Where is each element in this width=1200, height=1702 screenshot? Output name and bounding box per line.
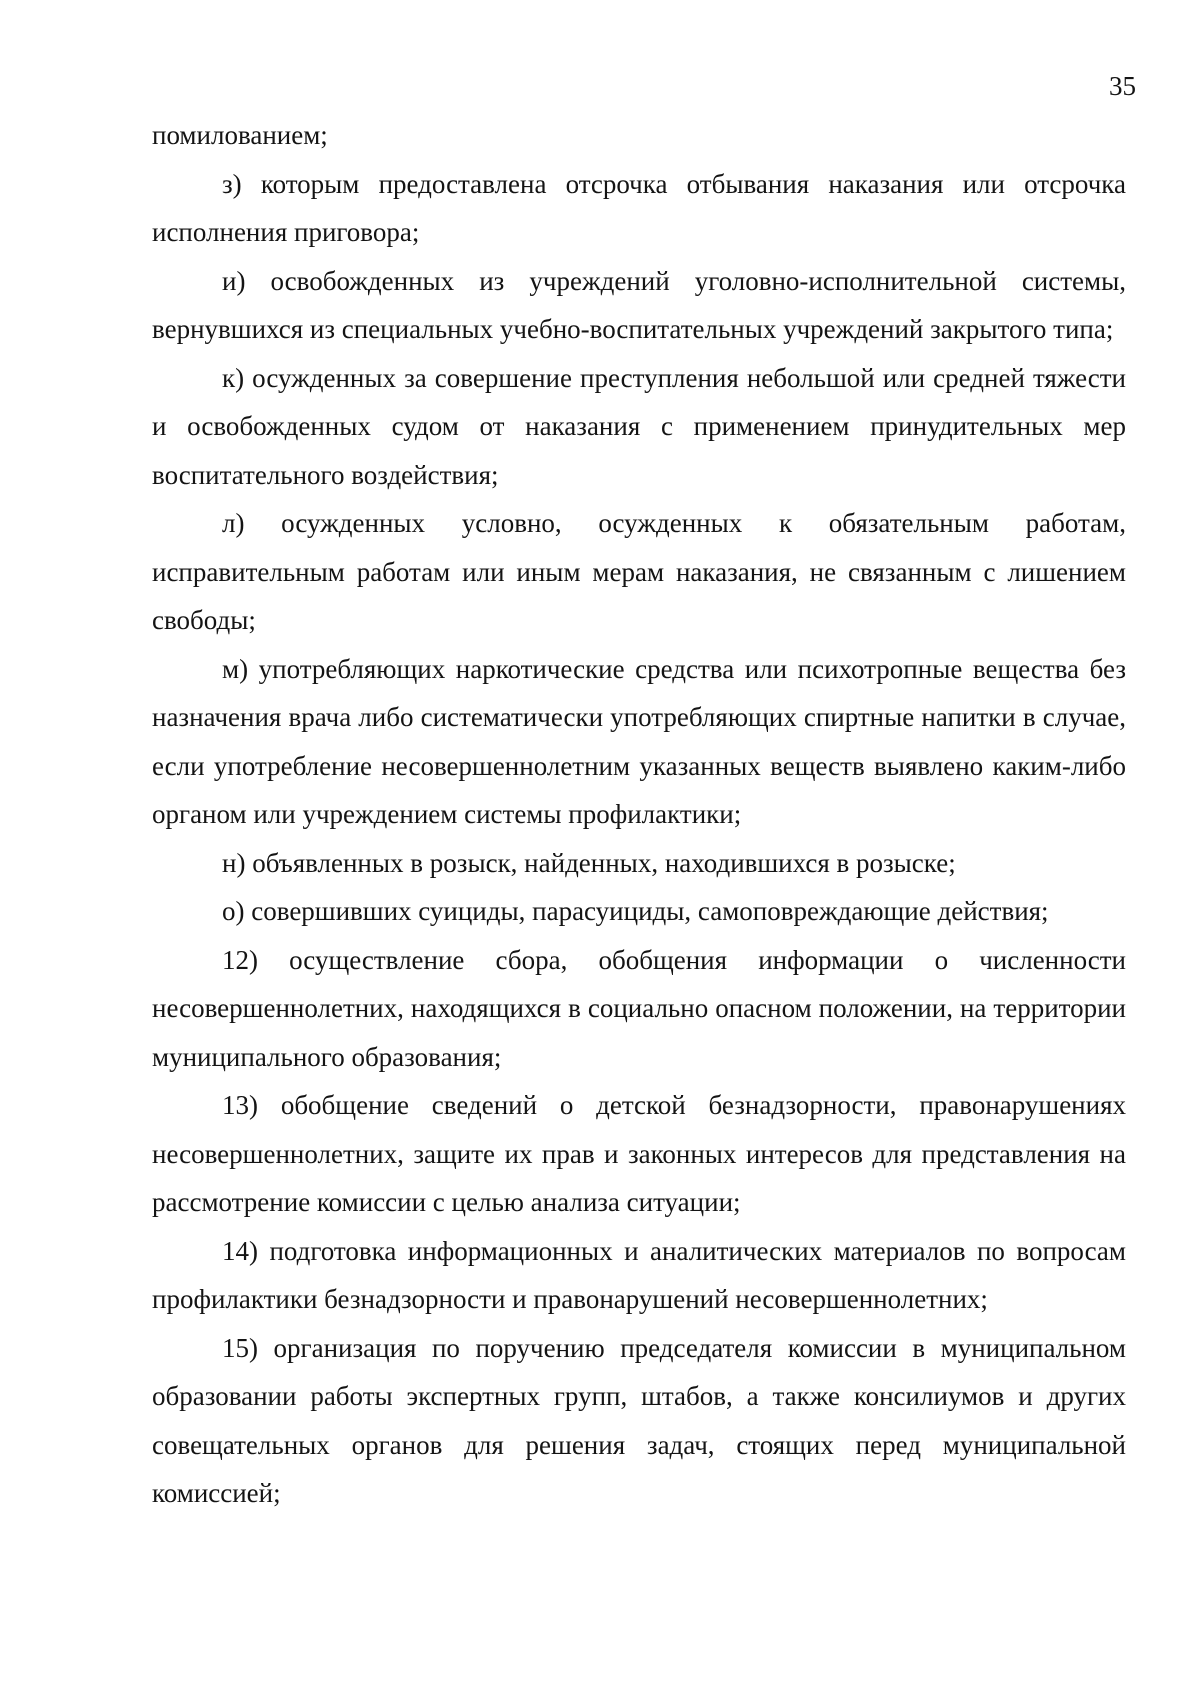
page-number: 35 [1109,71,1136,101]
paragraph-item-l: л) осужденных условно, осужденных к обязательным работам, исправительным работам или иным мерам наказания, не связанным с лишением свободы; [152,508,1126,635]
paragraph-continuation: помилованием; [152,120,328,150]
paragraph-item-o: о) совершивших суициды, парасуициды, самоповреждающие действия; [222,896,1049,926]
document-body [152,111,1126,1518]
paragraph-item-15: 15) организация по поручению председателя комиссии в муниципальном образовании работы экспертных групп, штабов, а также консилиумов и других совещательных органов для решения задач, стоящих перед муниципальной комиссией; [152,1332,1126,1508]
paragraph-item-14: 14) подготовка информационных и аналитических материалов по вопросам профилактики безнадзорности и правонарушений несовершеннолетних; [152,1235,1126,1314]
paragraph-item-k: к) осужденных за совершение преступления небольшой или средней тяжести и освобожденных судом от наказания с применением принудительных мер воспитательного воздействия; [152,362,1126,490]
paragraph-item-12: 12) осуществление сбора, обобщения информации о численности несовершеннолетних, находящихся в социально опасном положении, на территории муниципального образования; [152,944,1126,1072]
paragraph-item-z: з) которым предоставлена отсрочка отбывания наказания или отсрочка исполнения приговора; [152,168,1126,247]
paragraph-item-i: и) освобожденных из учреждений уголовно-исполнительной системы, вернувшихся из специальных учебно-воспитательных учреждений закрытого типа; [152,265,1126,344]
paragraph-item-13: 13) обобщение сведений о детской безнадзорности, правонарушениях несовершеннолетних, защите их прав и законных интересов для представления на рассмотрение комиссии с целью анализа ситуации; [152,1090,1126,1217]
paragraph-item-m: м) употребляющих наркотические средства или психотропные вещества без назначения врача либо систематически употребляющих спиртные напитки в случае, если употребление несовершеннолетним указанных веществ выявлено каким-либо органом или учреждением системы профилактики; [152,653,1126,829]
paragraph-item-n: н) объявленных в розыск, найденных, находившихся в розыске; [222,847,956,878]
